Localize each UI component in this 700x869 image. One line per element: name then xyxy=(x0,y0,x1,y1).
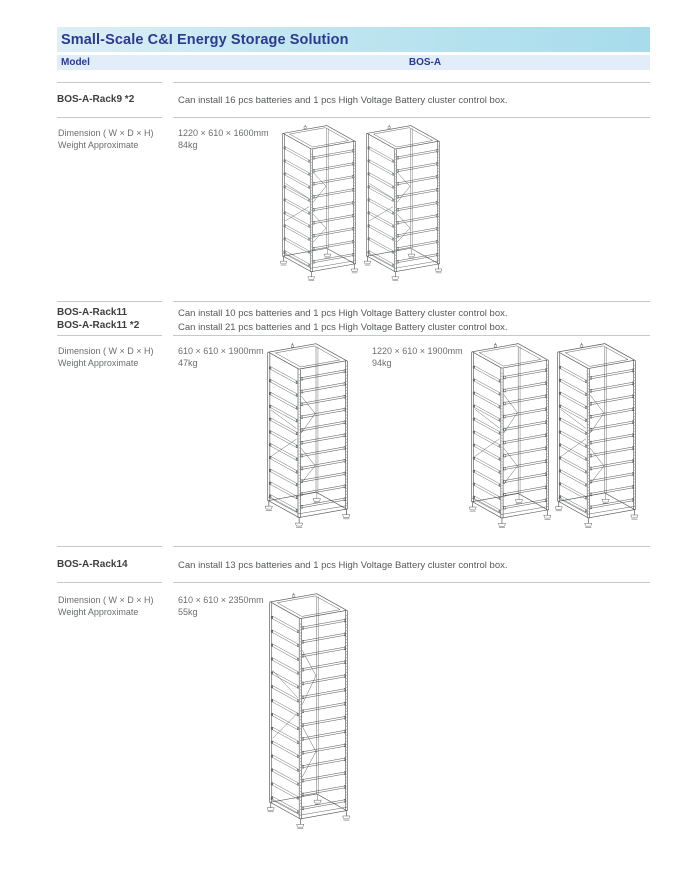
battery-rack-illustration xyxy=(555,342,638,532)
divider xyxy=(57,546,162,547)
model-name: BOS-A-Rack9 *2 xyxy=(57,94,135,105)
battery-rack-illustration xyxy=(469,342,551,532)
divider xyxy=(57,82,162,83)
divider xyxy=(57,335,162,336)
battery-rack-illustration xyxy=(265,342,350,532)
divider xyxy=(173,117,650,118)
description-texts xyxy=(178,307,508,334)
weight-value: 84kg xyxy=(178,139,198,150)
table-header-row xyxy=(57,55,650,70)
model-name: BOS-A-Rack11 xyxy=(57,307,128,318)
dimension-weight-labels xyxy=(58,346,154,369)
model-names xyxy=(57,306,139,332)
divider xyxy=(173,335,650,336)
table-header-model: Model xyxy=(61,57,90,68)
dimension-weight-labels xyxy=(58,128,154,151)
divider xyxy=(57,582,162,583)
weight-value: 55kg xyxy=(178,606,198,617)
divider xyxy=(57,117,162,118)
page-title: Small-Scale C&I Energy Storage Solution xyxy=(61,31,349,48)
weight-label: Weight Approximate xyxy=(58,606,139,617)
model-name: BOS-A-Rack14 xyxy=(57,559,128,570)
dimension-weight-values xyxy=(178,128,269,151)
dimension-label: Dimension ( W × D × H) xyxy=(58,346,154,356)
dimension-label: Dimension ( W × D × H) xyxy=(58,595,154,605)
dimension-value: 1220 × 610 × 1600mm xyxy=(178,128,269,138)
dimension-weight-values xyxy=(372,346,463,369)
weight-value: 94kg xyxy=(372,357,392,368)
weight-label: Weight Approximate xyxy=(58,139,139,150)
model-name: BOS-A-Rack11 *2 xyxy=(57,320,140,331)
divider xyxy=(173,82,650,83)
divider xyxy=(173,582,650,583)
divider xyxy=(173,546,650,547)
dimension-value: 610 × 610 × 2350mm xyxy=(178,595,264,605)
dimension-weight-values xyxy=(178,595,264,618)
description-text: Can install 13 pcs batteries and 1 pcs High Voltage Battery cluster control box. xyxy=(178,560,508,571)
divider xyxy=(57,301,162,302)
description-text: Can install 16 pcs batteries and 1 pcs High Voltage Battery cluster control box. xyxy=(178,95,508,106)
dimension-label: Dimension ( W × D × H) xyxy=(58,128,154,138)
battery-rack-illustration xyxy=(267,592,350,833)
dimension-weight-values xyxy=(178,346,264,369)
description-text: Can install 10 pcs batteries and 1 pcs High Voltage Battery cluster control box. xyxy=(178,308,508,319)
dimension-weight-labels xyxy=(58,595,154,618)
dimension-value: 610 × 610 × 1900mm xyxy=(178,346,264,356)
table-header-product: BOS-A xyxy=(408,57,442,68)
weight-value: 47kg xyxy=(178,357,198,368)
battery-rack-illustration xyxy=(280,124,358,285)
title-bar xyxy=(57,27,650,52)
description-text: Can install 21 pcs batteries and 1 pcs High Voltage Battery cluster control box. xyxy=(178,321,508,333)
weight-label: Weight Approximate xyxy=(58,357,139,368)
divider xyxy=(173,301,650,302)
battery-rack-illustration xyxy=(364,124,442,285)
dimension-value: 1220 × 610 × 1900mm xyxy=(372,346,463,356)
